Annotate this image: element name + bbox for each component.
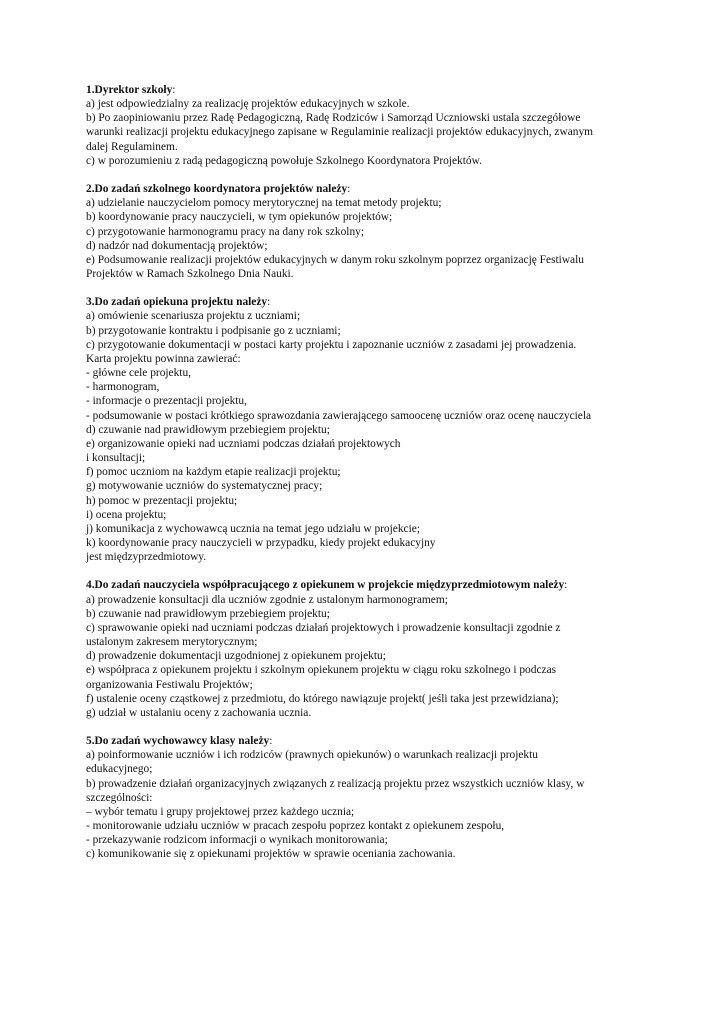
- section-line: c) przygotowanie dokumentacji w postaci karty projektu i zapoznanie uczniów z zasadami jej prowadzenia.: [86, 338, 577, 351]
- section-heading-text: 1.Dyrektor szkoły: [86, 84, 173, 96]
- section-line: f) ustalenie oceny cząstkowej z przedmiotu, do którego nawiązuje projekt( jeśli taka jest przewidziana);: [86, 692, 559, 705]
- section-line: e) współpraca z opiekunem projektu i szkolnym opiekunem projektu w ciągu roku szkolnego i podczas: [86, 664, 557, 677]
- section-line: e) Podsumowanie realizacji projektów edukacyjnych w danym roku szkolnym poprzez organizację Festiwalu: [86, 253, 584, 266]
- section-wychowawca: [86, 734, 646, 861]
- section-line: b) przygotowanie kontraktu i podpisanie go z uczniami;: [86, 324, 341, 337]
- section-line: d) prowadzenie dokumentacji uzgodnionej z opiekunem projektu;: [86, 650, 386, 663]
- section-dyrektor: [86, 83, 646, 168]
- section-nauczyciel-wspolpracujacy: [86, 578, 646, 720]
- section-heading: 5.Do zadań wychowawcy klasy należy:: [86, 735, 273, 748]
- section-line: j) komunikacja z wychowawcą ucznia na temat jego udziału w projekcie;: [86, 522, 420, 535]
- section-line: - podsumowanie w postaci krótkiego sprawozdania zawierającego samoocenę uczniów oraz ocenę nauczyciela: [86, 409, 592, 422]
- section-line: - monitorowanie udziału uczniów w pracach zespołu poprzez kontakt z opiekunem zespołu,: [86, 820, 505, 833]
- section-line: warunki realizacji projektu edukacyjnego zapisane w Regulaminie realizacji projektów edukacyjnych, zwanym: [86, 126, 593, 139]
- section-line: a) omówienie scenariusza projektu z uczniami;: [86, 310, 301, 323]
- section-heading: 1.Dyrektor szkoły:: [86, 84, 176, 96]
- section-line: d) nadzór nad dokumentacją projektów;: [86, 239, 268, 252]
- section-line: - główne cele projektu,: [86, 367, 192, 380]
- section-line: e) organizowanie opieki nad uczniami podczas działań projektowych: [86, 437, 401, 450]
- section-heading: 4.Do zadań nauczyciela współpracującego z opiekunem w projekcie międzyprzedmiotowym należy:: [86, 579, 568, 592]
- section-line: Karta projektu powinna zawierać:: [86, 352, 241, 365]
- section-line: a) udzielanie nauczycielom pomocy merytorycznej na temat metody projektu;: [86, 197, 442, 210]
- section-line: g) motywowanie uczniów do systematycznej pracy;: [86, 480, 323, 493]
- section-line: i) ocena projektu;: [86, 508, 167, 521]
- section-line: g) udział w ustalaniu oceny z zachowania ucznia.: [86, 706, 312, 719]
- section-line: Projektów w Ramach Szkolnego Dnia Nauki.: [86, 268, 294, 281]
- section-line: b) prowadzenie działań organizacyjnych związanych z realizacją projektu przez wszystkich uczniów klasy, w: [86, 777, 585, 790]
- section-line: b) czuwanie nad prawidłowym przebiegiem projektu;: [86, 607, 330, 620]
- section-line: a) poinformowanie uczniów i ich rodziców (prawnych opiekunów) o warunkach realizacji projektu: [86, 749, 538, 762]
- section-line: f) pomoc uczniom na każdym etapie realizacji projektu;: [86, 466, 341, 479]
- section-line: h) pomoc w prezentacji projektu;: [86, 494, 238, 507]
- section-line: - informacje o prezentacji projektu,: [86, 395, 247, 408]
- section-line: organizowania Festiwalu Projektów;: [86, 678, 253, 691]
- section-line: c) przygotowanie harmonogramu pracy na dany rok szkolny;: [86, 225, 365, 238]
- section-heading: 3.Do zadań opiekuna projektu należy:: [86, 296, 271, 309]
- section-line: i konsultacji;: [86, 452, 146, 465]
- section-line: c) w porozumieniu z radą pedagogiczną powołuje Szkolnego Koordynatora Projektów.: [86, 154, 482, 167]
- section-line: ustalonym zakresem merytorycznym;: [86, 636, 258, 649]
- section-line: k) koordynowanie pracy nauczycieli w przypadku, kiedy projekt edukacyjny: [86, 536, 436, 549]
- section-heading-text: 2.Do zadań szkolnego koordynatora projektów należy: [86, 183, 348, 196]
- section-line: a) prowadzenie konsultacji dla uczniów zgodnie z ustalonym harmonogramem;: [86, 593, 448, 606]
- section-line: b) Po zaopiniowaniu przez Radę Pedagogiczną, Radę Rodziców i Samorząd Uczniowski ustala szczegółowe: [86, 112, 581, 125]
- section-line: c) sprawowanie opieki nad uczniami podczas działań projektowych i prowadzenie konsultacji zgodnie z: [86, 621, 561, 634]
- section-line: dalej Regulaminem.: [86, 140, 178, 153]
- section-line: d) czuwanie nad prawidłowym przebiegiem projektu;: [86, 423, 330, 436]
- section-line: jest międzyprzedmiotowy.: [86, 551, 207, 564]
- section-line: edukacyjnego;: [86, 763, 153, 776]
- section-heading-text: 3.Do zadań opiekuna projektu należy: [86, 296, 268, 309]
- section-line: - harmonogram,: [86, 381, 160, 394]
- section-heading: 2.Do zadań szkolnego koordynatora projektów należy:: [86, 183, 351, 196]
- section-line: - przekazywanie rodzicom informacji o wynikach monitorowania;: [86, 834, 388, 847]
- section-heading-text: 4.Do zadań nauczyciela współpracującego z opiekunem w projekcie międzyprzedmiotowym należy: [86, 579, 565, 592]
- section-opiekun: [86, 295, 646, 564]
- section-line: c) komunikowanie się z opiekunami projektów w sprawie oceniania zachowania.: [86, 848, 456, 861]
- section-line: – wybór tematu i grupy projektowej przez każdego ucznia;: [86, 805, 355, 818]
- document-page: [86, 83, 646, 876]
- section-heading-text: 5.Do zadań wychowawcy klasy należy: [86, 735, 270, 748]
- section-line: a) jest odpowiedzialny za realizację projektów edukacyjnych w szkole.: [86, 98, 410, 111]
- section-line: b) koordynowanie pracy nauczycieli, w tym opiekunów projektów;: [86, 211, 393, 224]
- section-koordynator: [86, 182, 646, 281]
- section-line: szczególności:: [86, 791, 153, 804]
